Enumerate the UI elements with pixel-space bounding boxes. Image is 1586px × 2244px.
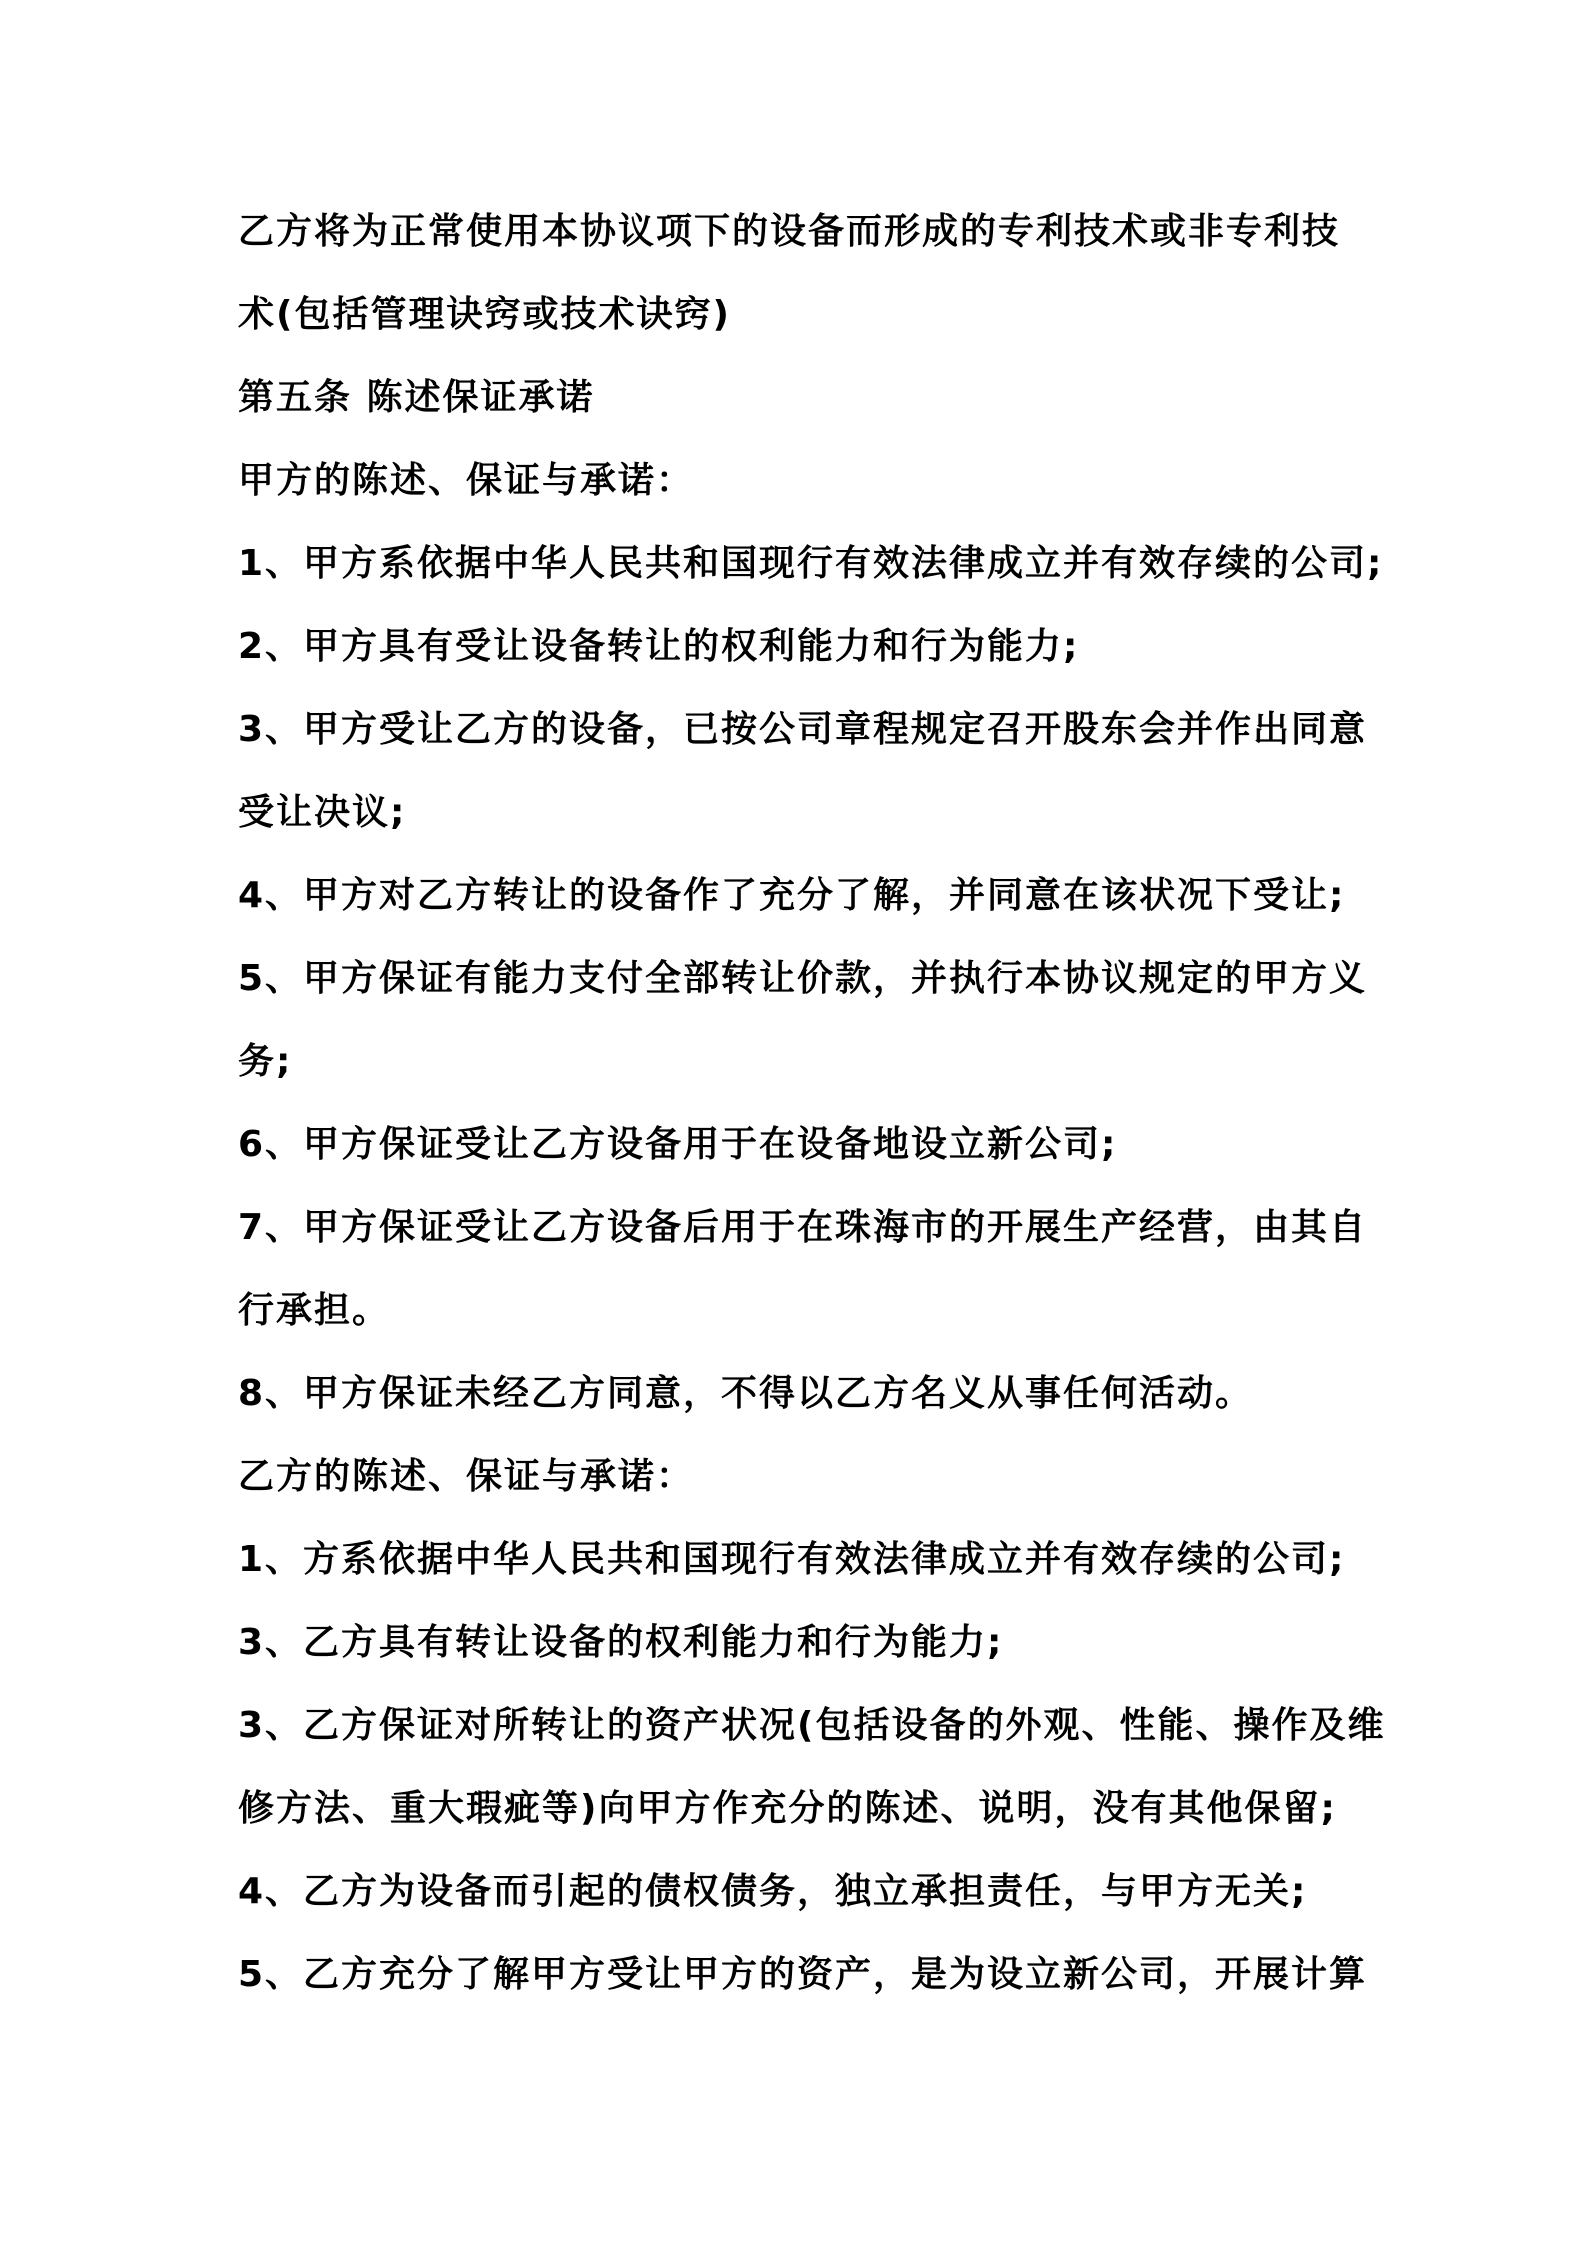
text-line: 1、方系依据中华人民共和国现行有效法律成立并有效存续的公司; — [238, 1539, 1346, 1580]
text-line: 3、乙方保证对所转让的资产状况(包括设备的外观、性能、操作及维 — [238, 1705, 1386, 1746]
text-line: 5、甲方保证有能力支付全部转让价款，并执行本协议规定的甲方义 — [238, 958, 1368, 999]
text-line: 3、甲方受让乙方的设备，已按公司章程规定召开股东会并作出同意 — [238, 709, 1368, 750]
text-line: 术(包括管理诀窍或技术诀窍) — [238, 294, 731, 335]
text-line: 5、乙方充分了解甲方受让甲方的资产，是为设立新公司，开展计算 — [238, 1954, 1368, 1995]
text-line: 行承担。 — [238, 1290, 391, 1331]
text-line: 甲方的陈述、保证与承诺： — [238, 460, 695, 501]
text-line: 1、甲方系依据中华人民共和国现行有效法律成立并有效存续的公司; — [238, 543, 1384, 584]
text-line: 3、乙方具有转让设备的权利能力和行为能力; — [238, 1622, 1004, 1663]
text-line: 4、乙方为设备而引起的债权债务，独立承担责任，与甲方无关; — [238, 1871, 1308, 1912]
text-line: 6、甲方保证受让乙方设备用于在设备地设立新公司; — [238, 1124, 1118, 1165]
text-line: 8、甲方保证未经乙方同意，不得以乙方名义从事任何活动。 — [238, 1373, 1254, 1414]
contract-text-block — [238, 190, 1438, 2016]
text-line: 修方法、重大瑕疵等)向甲方作充分的陈述、说明，没有其他保留; — [238, 1788, 1337, 1829]
text-line: 2、甲方具有受让设备转让的权利能力和行为能力; — [238, 626, 1080, 667]
text-line: 务; — [238, 1041, 293, 1082]
text-line: 乙方将为正常使用本协议项下的设备而形成的专利技术或非专利技 — [238, 211, 1341, 252]
text-line: 7、甲方保证受让乙方设备后用于在珠海市的开展生产经营，由其自 — [238, 1207, 1368, 1248]
text-line: 受让决议; — [238, 792, 407, 833]
section-heading: 第五条 陈述保证承诺 — [238, 377, 595, 418]
text-line: 4、甲方对乙方转让的设备作了充分了解，并同意在该状况下受让; — [238, 875, 1346, 916]
text-line: 乙方的陈述、保证与承诺： — [238, 1456, 695, 1497]
